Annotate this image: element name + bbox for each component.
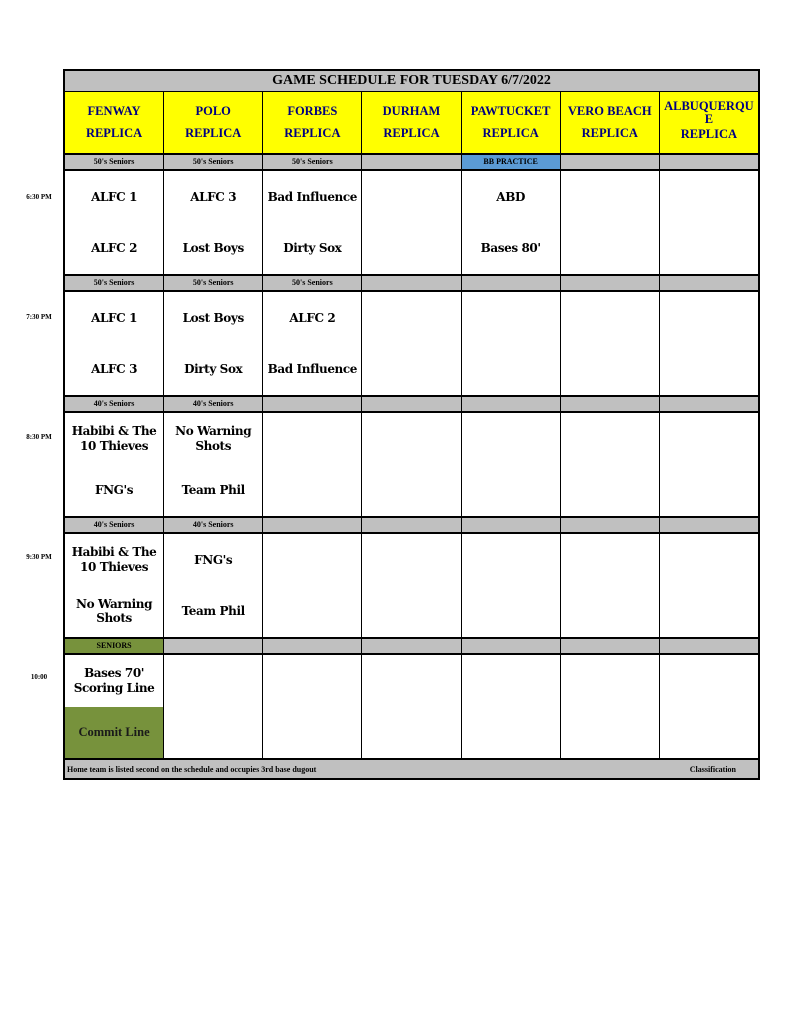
classification-cell (462, 639, 561, 653)
home-team (263, 586, 361, 638)
away-team (362, 655, 460, 707)
classification-cell (362, 518, 461, 532)
home-team (561, 465, 659, 517)
game-cell (660, 534, 758, 637)
away-team (362, 413, 460, 465)
venue-sub: REPLICA (85, 125, 143, 140)
away-team (561, 413, 659, 465)
game-cell (263, 171, 362, 274)
home-team: Bad Influence (267, 362, 358, 377)
classification-cell (561, 276, 660, 290)
classification-cell (660, 155, 758, 169)
game-cell (561, 655, 660, 758)
home-team (561, 586, 659, 638)
venue-name: FORBES (287, 104, 338, 119)
classification-cell: 50's Seniors (263, 276, 362, 290)
classification-cell (362, 155, 461, 169)
away-team: Habibi & The 10 Thieves (71, 545, 157, 574)
venue-vero-beach (561, 92, 660, 153)
venue-sub: REPLICA (284, 125, 341, 140)
home-team: ALFC 3 (91, 362, 138, 377)
away-team (561, 292, 659, 344)
game-cell (561, 413, 660, 516)
classification-cell (561, 639, 660, 653)
game-cell (362, 171, 461, 274)
game-cell (660, 655, 758, 758)
away-team (462, 292, 560, 344)
home-team (660, 223, 758, 275)
footer-classification: Classification (689, 764, 736, 774)
home-team (660, 344, 758, 396)
away-team: ALFC 1 (91, 310, 138, 325)
game-cell (65, 655, 164, 758)
away-team (660, 655, 758, 707)
away-team (362, 534, 460, 586)
away-team (462, 534, 560, 586)
home-team: Dirty Sox (283, 241, 342, 256)
game-cell (164, 171, 263, 274)
classification-cell: BB PRACTICE (462, 155, 561, 169)
game-cell (164, 655, 263, 758)
game-cell (65, 413, 164, 516)
classification-row (65, 276, 758, 292)
game-cell (65, 171, 164, 274)
away-team (362, 292, 460, 344)
venue-name: DURHAM (382, 104, 441, 119)
game-row (65, 171, 758, 276)
home-team: ALFC 2 (91, 241, 138, 256)
venue-name: PAWTUCKET (470, 104, 551, 119)
game-row (65, 534, 758, 639)
classification-row (65, 518, 758, 534)
away-team: Lost Boys (182, 310, 244, 325)
home-team (263, 465, 361, 517)
classification-cell (660, 518, 758, 532)
away-team (660, 171, 758, 223)
time-label: 7:30 PM (26, 313, 52, 321)
classification-cell: 50's Seniors (164, 155, 263, 169)
home-team (462, 586, 560, 638)
game-cell (263, 413, 362, 516)
classification-cell (362, 639, 461, 653)
time-label: 6:30 PM (26, 193, 52, 201)
classification-cell (263, 639, 362, 653)
classification-cell (362, 276, 461, 290)
away-team (561, 534, 659, 586)
venue-name: VERO BEACH (567, 104, 652, 119)
classification-cell (660, 397, 758, 411)
game-cell (164, 292, 263, 395)
away-team: ALFC 1 (91, 189, 138, 204)
away-team (263, 413, 361, 465)
classification-cell: 40's Seniors (164, 397, 263, 411)
home-team: Team Phil (181, 483, 245, 498)
venue-durham (362, 92, 461, 153)
venue-albuquerque (660, 92, 758, 153)
game-cell (362, 413, 461, 516)
classification-cell (263, 397, 362, 411)
home-team (263, 707, 361, 759)
schedule-sheet (63, 69, 760, 780)
home-team (164, 707, 262, 759)
footer-bar (65, 760, 758, 778)
venue-fenway (65, 92, 164, 153)
classification-cell (362, 397, 461, 411)
classification-row (65, 155, 758, 171)
classification-cell (561, 155, 660, 169)
venue-sub: REPLICA (383, 125, 440, 140)
away-team (263, 655, 361, 707)
venue-sub: REPLICA (581, 125, 638, 140)
classification-row (65, 397, 758, 413)
away-team (164, 655, 262, 707)
away-team (462, 655, 560, 707)
home-team: Lost Boys (182, 241, 244, 256)
game-cell (362, 534, 461, 637)
home-team (660, 707, 758, 759)
home-team (660, 586, 758, 638)
home-team: Dirty Sox (184, 362, 243, 377)
away-team: ALFC 3 (190, 189, 237, 204)
classification-cell (462, 518, 561, 532)
classification-cell (164, 639, 263, 653)
classification-row (65, 639, 758, 655)
game-row (65, 292, 758, 397)
game-cell (561, 171, 660, 274)
time-label: 8:30 PM (26, 433, 52, 441)
game-cell (362, 655, 461, 758)
venue-name: FENWAY (87, 104, 141, 119)
classification-cell: 50's Seniors (65, 155, 164, 169)
away-team: No Warning Shots (175, 424, 252, 453)
classification-cell: 50's Seniors (263, 155, 362, 169)
home-team (462, 344, 560, 396)
home-team (660, 465, 758, 517)
game-cell (561, 534, 660, 637)
classification-cell: 40's Seniors (164, 518, 263, 532)
away-team (660, 413, 758, 465)
venue-sub: REPLICA (482, 125, 539, 140)
game-cell (263, 655, 362, 758)
classification-cell (462, 397, 561, 411)
home-team: Commit Line (65, 707, 163, 759)
home-team: No Warning Shots (76, 596, 153, 626)
game-cell (462, 171, 561, 274)
classification-cell (263, 518, 362, 532)
schedule-title: GAME SCHEDULE FOR TUESDAY 6/7/2022 (65, 71, 758, 92)
game-cell (164, 413, 263, 516)
away-team (362, 171, 460, 223)
home-team: Team Phil (181, 604, 245, 619)
classification-cell: SENIORS (65, 639, 164, 653)
game-cell (561, 292, 660, 395)
home-team (462, 465, 560, 517)
home-team (362, 707, 460, 759)
away-team: Bases 70' Scoring Line (73, 666, 155, 695)
game-row (65, 655, 758, 760)
classification-cell (660, 276, 758, 290)
classification-cell (561, 397, 660, 411)
game-cell (263, 292, 362, 395)
venue-header-row (65, 92, 758, 155)
away-team (660, 292, 758, 344)
away-team: FNG's (194, 552, 233, 567)
venue-polo (164, 92, 263, 153)
venue-pawtucket (462, 92, 561, 153)
venue-sub: REPLICA (185, 125, 242, 140)
away-team: ABD (496, 189, 525, 204)
game-row (65, 413, 758, 518)
classification-cell (462, 276, 561, 290)
game-cell (660, 292, 758, 395)
home-team (462, 707, 560, 759)
venue-name: POLO (195, 104, 231, 119)
game-cell (462, 534, 561, 637)
game-cell (164, 534, 263, 637)
game-cell (462, 292, 561, 395)
game-cell (462, 413, 561, 516)
home-team (561, 344, 659, 396)
venue-sub: REPLICA (680, 127, 738, 142)
away-team (660, 534, 758, 586)
classification-cell (660, 639, 758, 653)
game-cell (660, 171, 758, 274)
classification-cell (561, 518, 660, 532)
home-team (362, 223, 460, 275)
venue-forbes (263, 92, 362, 153)
time-label: 9:30 PM (26, 553, 52, 561)
away-team (561, 655, 659, 707)
away-team (263, 534, 361, 586)
home-team (561, 223, 659, 275)
footer-note: Home team is listed second on the schedule and occupies 3rd base dugout (67, 764, 317, 774)
away-team: Habibi & The 10 Thieves (71, 424, 157, 453)
home-team (362, 465, 460, 517)
game-cell (263, 534, 362, 637)
venue-name: ALBUQUERQUE (664, 98, 754, 126)
game-cell (362, 292, 461, 395)
home-team (362, 586, 460, 638)
game-cell (65, 292, 164, 395)
away-team (462, 413, 560, 465)
time-label: 10:00 (30, 673, 48, 681)
game-cell (65, 534, 164, 637)
away-team: Bad Influence (267, 189, 358, 204)
away-team: ALFC 2 (289, 310, 336, 325)
away-team (561, 171, 659, 223)
game-cell (660, 413, 758, 516)
classification-cell: 40's Seniors (65, 518, 164, 532)
classification-cell: 50's Seniors (65, 276, 164, 290)
classification-cell: 40's Seniors (65, 397, 164, 411)
home-team: Bases 80' (480, 241, 541, 256)
classification-cell: 50's Seniors (164, 276, 263, 290)
time-slots (65, 155, 758, 760)
home-team (362, 344, 460, 396)
game-cell (462, 655, 561, 758)
home-team (561, 707, 659, 759)
home-team: FNG's (94, 483, 134, 498)
